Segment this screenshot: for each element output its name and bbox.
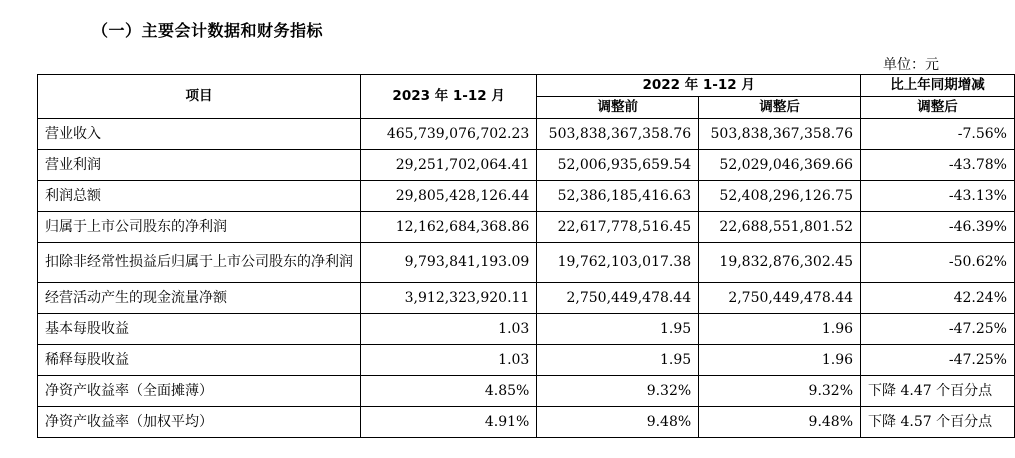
table-row (38, 376, 1015, 407)
table-row (38, 243, 1015, 283)
table-row (38, 119, 1015, 150)
table-row (38, 314, 1015, 345)
table-row (38, 150, 1015, 181)
cell-2022-after: 9.48% (699, 407, 861, 438)
cell-change: -47.25% (861, 314, 1015, 345)
cell-2022-after: 1.96 (699, 314, 861, 345)
cell-2023: 29,251,702,064.41 (361, 150, 537, 181)
cell-2022-after: 22,688,551,801.52 (699, 212, 861, 243)
cell-2022-before: 52,006,935,659.54 (537, 150, 699, 181)
cell-2022-before: 52,386,185,416.63 (537, 181, 699, 212)
table-row (38, 407, 1015, 438)
header-change-adjusted: 调整后 (861, 97, 1015, 119)
header-2022: 2022 年 1-12 月 (537, 75, 861, 97)
cell-2022-before: 9.48% (537, 407, 699, 438)
header-after: 调整后 (699, 97, 861, 119)
cell-change: -7.56% (861, 119, 1015, 150)
header-before: 调整前 (537, 97, 699, 119)
cell-2022-before: 1.95 (537, 345, 699, 376)
cell-2022-before: 22,617,778,516.45 (537, 212, 699, 243)
row-label: 基本每股收益 (38, 314, 361, 345)
cell-2023: 12,162,684,368.86 (361, 212, 537, 243)
financial-indicators-table (37, 74, 1015, 438)
row-label: 归属于上市公司股东的净利润 (38, 212, 361, 243)
cell-2022-before: 2,750,449,478.44 (537, 283, 699, 314)
section-heading: （一）主要会计数据和财务指标 (92, 21, 324, 40)
cell-change: 下降 4.47 个百分点 (861, 376, 1015, 407)
header-change: 比上年同期增减 (861, 75, 1015, 97)
row-label: 净资产收益率（加权平均） (38, 407, 361, 438)
cell-2023: 9,793,841,193.09 (361, 243, 537, 283)
cell-2022-after: 9.32% (699, 376, 861, 407)
cell-2022-before: 19,762,103,017.38 (537, 243, 699, 283)
row-label: 营业收入 (38, 119, 361, 150)
row-label: 稀释每股收益 (38, 345, 361, 376)
cell-2022-after: 52,408,296,126.75 (699, 181, 861, 212)
table-row (38, 283, 1015, 314)
cell-2022-after: 503,838,367,358.76 (699, 119, 861, 150)
cell-change: 42.24% (861, 283, 1015, 314)
cell-2022-before: 503,838,367,358.76 (537, 119, 699, 150)
cell-change: -43.13% (861, 181, 1015, 212)
header-item: 项目 (38, 75, 361, 119)
row-label: 利润总额 (38, 181, 361, 212)
row-label: 净资产收益率（全面摊薄） (38, 376, 361, 407)
table-row (38, 212, 1015, 243)
cell-2023: 4.85% (361, 376, 537, 407)
cell-2023: 1.03 (361, 345, 537, 376)
cell-2023: 3,912,323,920.11 (361, 283, 537, 314)
cell-2023: 29,805,428,126.44 (361, 181, 537, 212)
row-label: 营业利润 (38, 150, 361, 181)
header-2023: 2023 年 1-12 月 (361, 75, 537, 119)
cell-change: -50.62% (861, 243, 1015, 283)
cell-2022-after: 1.96 (699, 345, 861, 376)
cell-2023: 4.91% (361, 407, 537, 438)
cell-change: -47.25% (861, 345, 1015, 376)
cell-2022-after: 2,750,449,478.44 (699, 283, 861, 314)
cell-change: 下降 4.57 个百分点 (861, 407, 1015, 438)
table-row (38, 181, 1015, 212)
cell-2022-before: 1.95 (537, 314, 699, 345)
row-label: 扣除非经常性损益后归属于上市公司股东的净利润 (38, 243, 361, 283)
cell-change: -43.78% (861, 150, 1015, 181)
unit-label: 单位：元 (883, 57, 939, 73)
cell-change: -46.39% (861, 212, 1015, 243)
cell-2022-before: 9.32% (537, 376, 699, 407)
cell-2023: 465,739,076,702.23 (361, 119, 537, 150)
table-row (38, 345, 1015, 376)
cell-2022-after: 52,029,046,369.66 (699, 150, 861, 181)
row-label: 经营活动产生的现金流量净额 (38, 283, 361, 314)
cell-2022-after: 19,832,876,302.45 (699, 243, 861, 283)
cell-2023: 1.03 (361, 314, 537, 345)
